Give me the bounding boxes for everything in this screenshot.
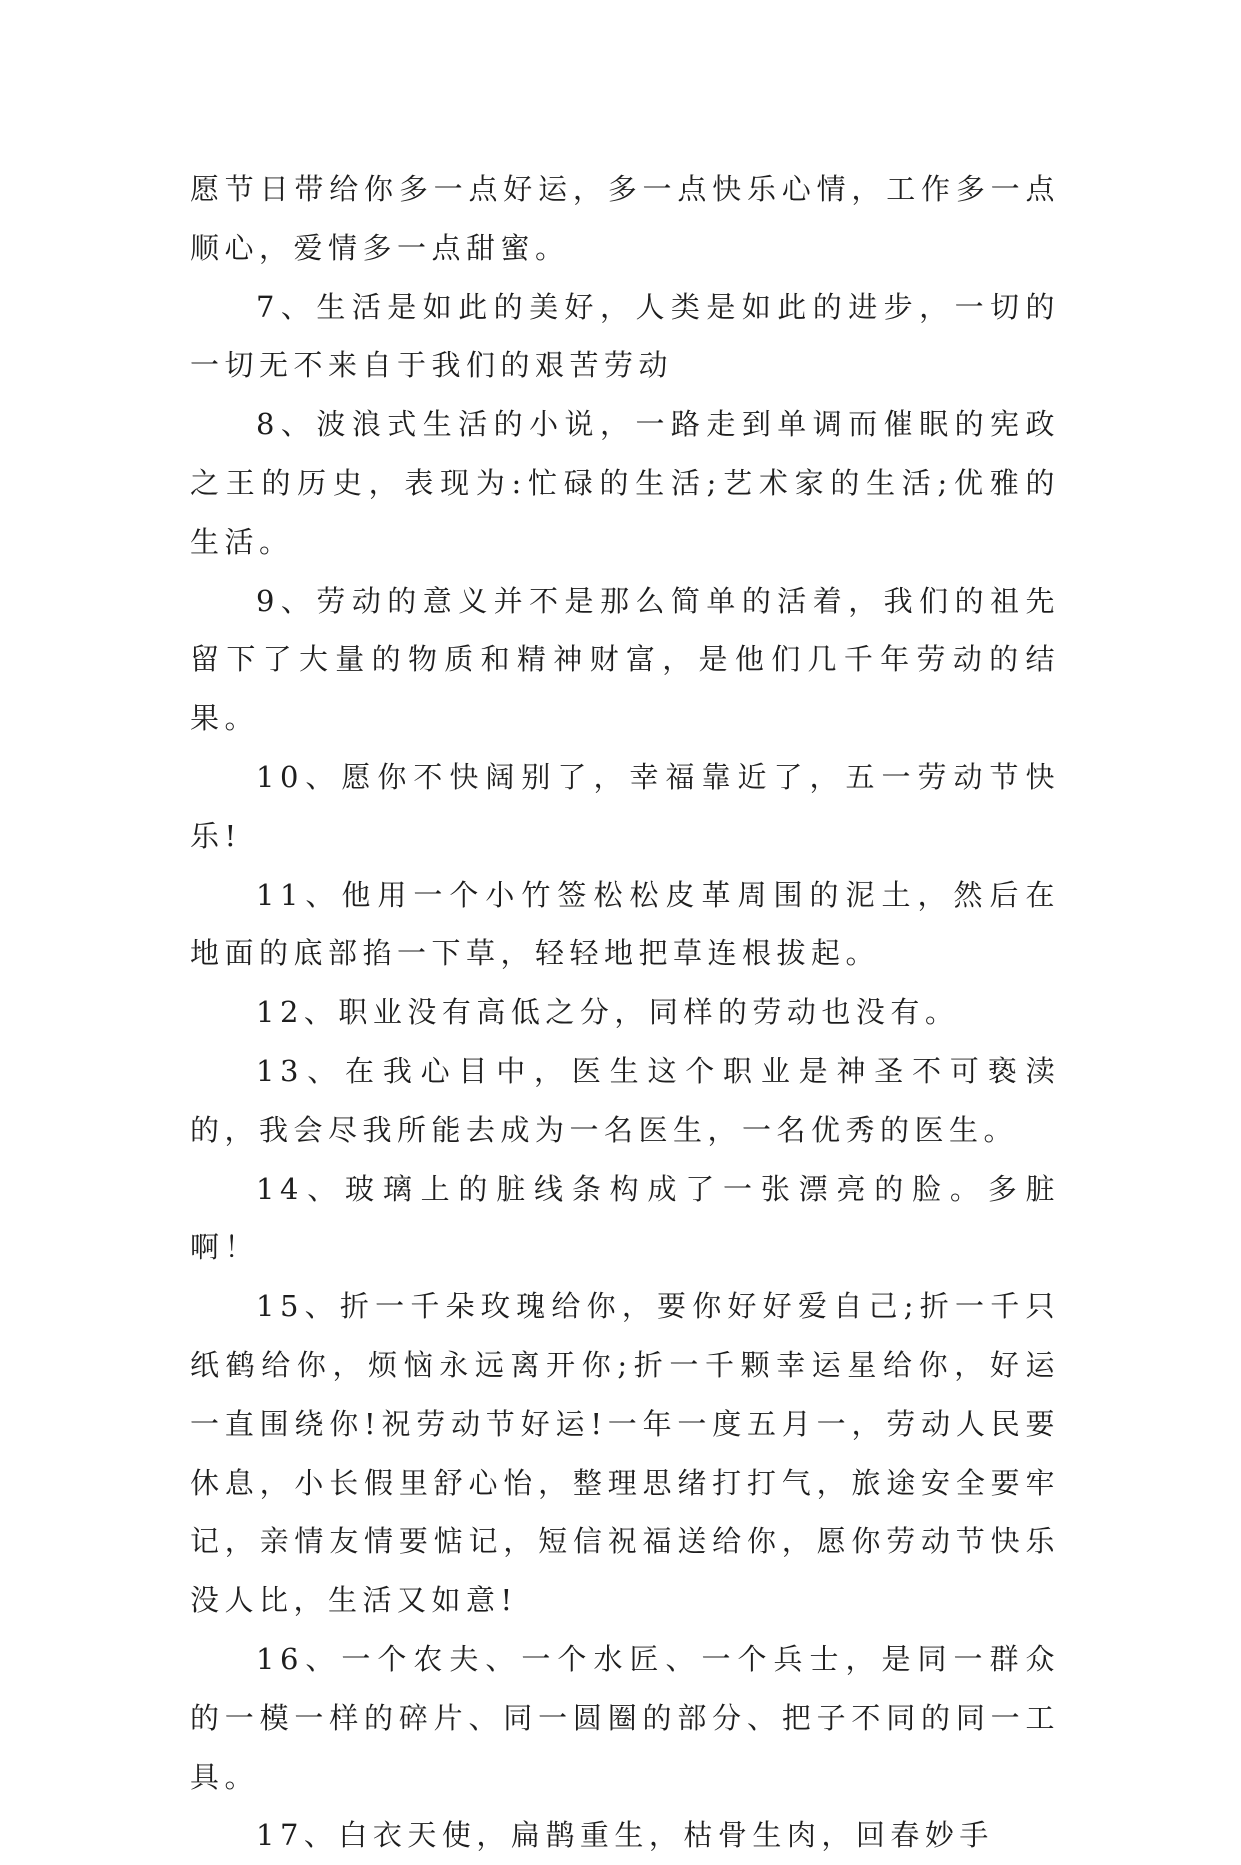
paragraph: 愿节日带给你多一点好运，多一点快乐心情，工作多一点顺心，爱情多一点甜蜜。 xyxy=(190,172,1060,265)
paragraph: 10、愿你不快阔别了，幸福靠近了，五一劳动节快乐! xyxy=(190,759,1060,853)
paragraph: 12、职业没有高低之分，同样的劳动也没有。 xyxy=(256,995,960,1030)
paragraph: 15、折一千朵玫瑰给你，要你好好爱自己;折一千只纸鹤给你，烦恼永远离开你;折一千颗幸运星给你，好运一直围绕你!祝劳动节好运!一年一度五月一，劳动人民要休息，小长假里舒心怡，整理思绪打打气，旅途安全要牢记，亲情友情要惦记，短信祝福送给你，愿你劳动节快乐没人比，生活又如意! xyxy=(190,1289,1060,1618)
paragraph: 14、玻璃上的脏线条构成了一张漂亮的脸。多脏啊！ xyxy=(190,1171,1060,1265)
paragraph: 17、白衣天使，扁鹊重生，枯骨生肉，回春妙手 xyxy=(256,1818,994,1853)
paragraph: 9、劳动的意义并不是那么简单的活着，我们的祖先留下了大量的物质和精神财富，是他们几千年劳动的结果。 xyxy=(190,583,1060,736)
document-body xyxy=(190,160,1060,1865)
paragraph: 11、他用一个小竹签松松皮革周围的泥土，然后在地面的底部掐一下草，轻轻地把草连根拔起。 xyxy=(190,877,1060,971)
paragraph: 16、一个农夫、一个水匠、一个兵士，是同一群众的一模一样的碎片、同一圆圈的部分、把子不同的同一工具。 xyxy=(190,1641,1060,1794)
paragraph: 8、波浪式生活的小说，一路走到单调而催眠的宪政之王的历史，表现为:忙碌的生活;艺术家的生活;优雅的生活。 xyxy=(190,407,1060,559)
paragraph: 7、生活是如此的美好，人类是如此的进步，一切的一切无不来自于我们的艰苦劳动 xyxy=(190,289,1060,383)
paragraph: 13、在我心目中，医生这个职业是神圣不可亵渎的，我会尽我所能去成为一名医生，一名优秀的医生。 xyxy=(190,1053,1060,1147)
